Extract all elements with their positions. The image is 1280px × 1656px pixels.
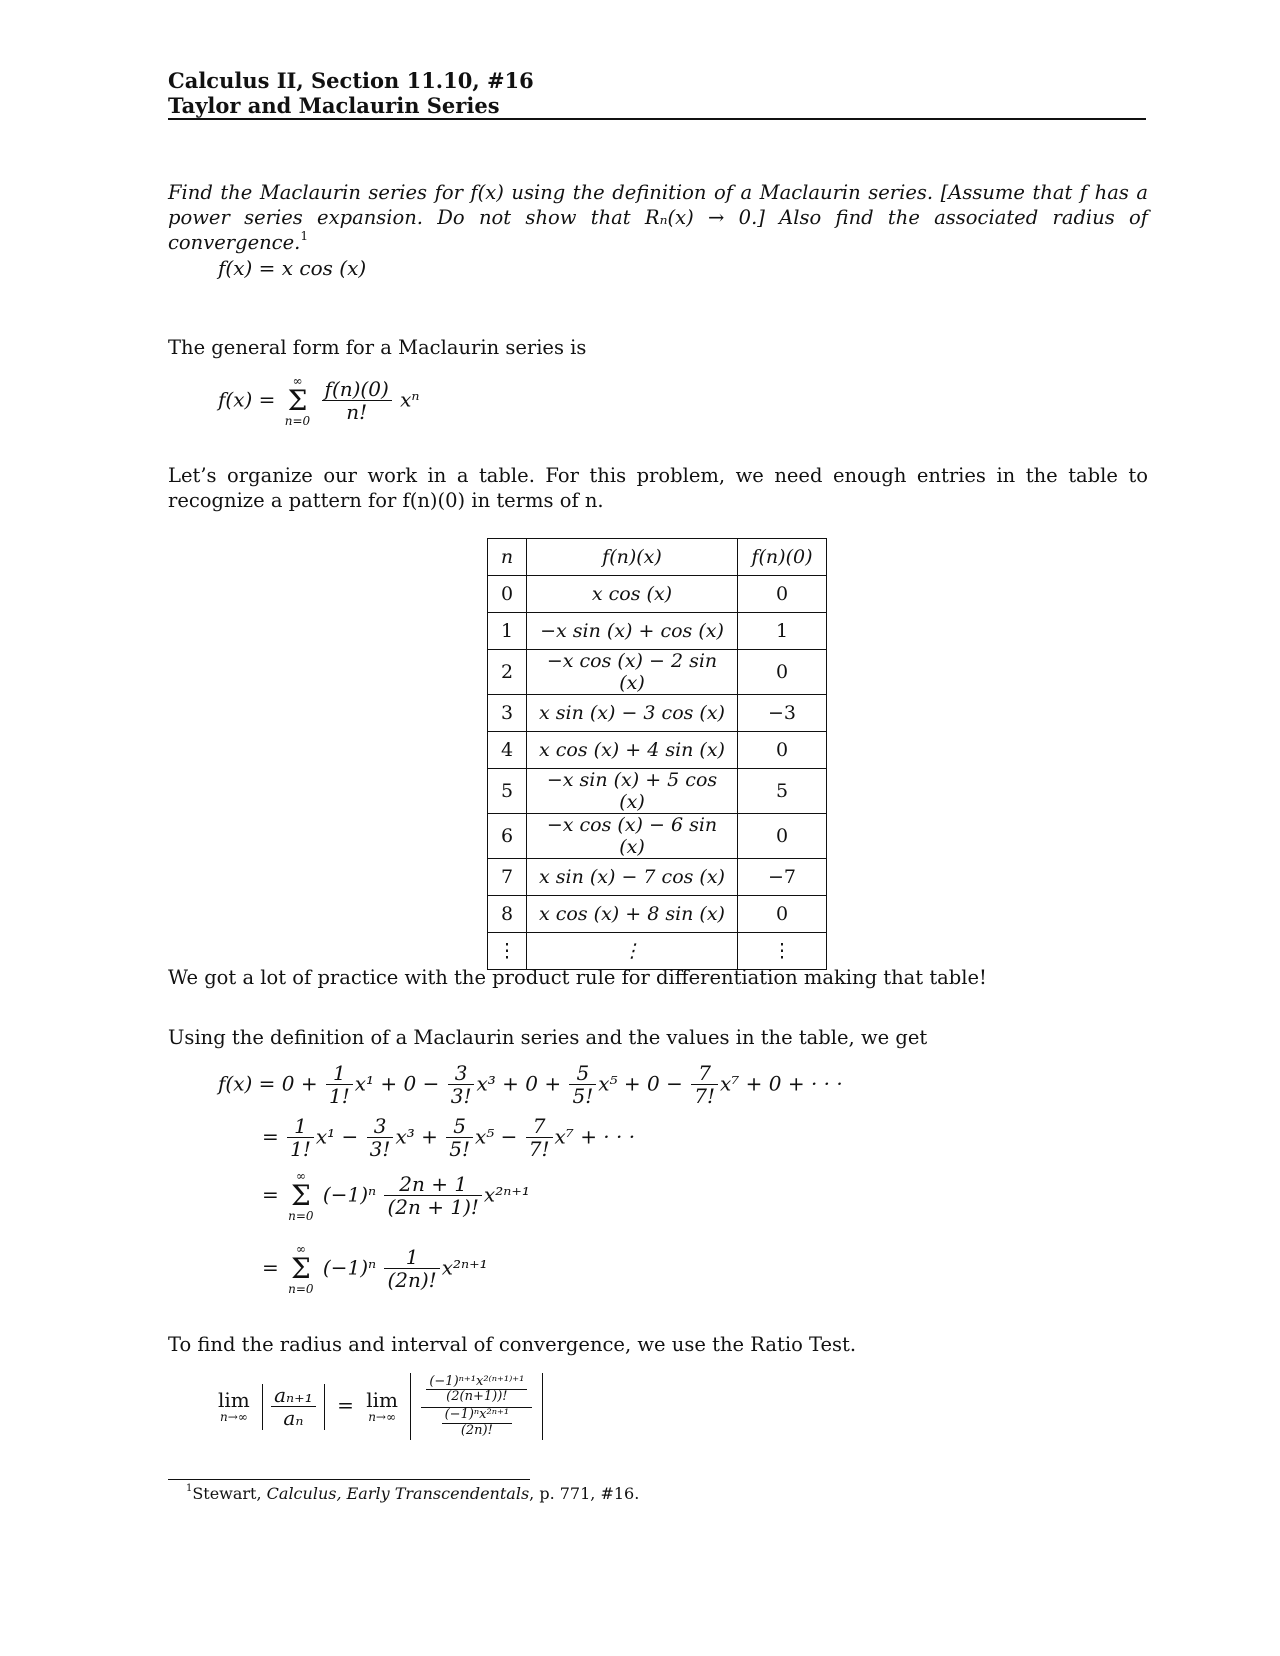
series-op1: + 0 − xyxy=(380,1071,440,1096)
row-value-at-0: ⋮ xyxy=(738,933,827,970)
row-n: 1 xyxy=(488,613,527,650)
l3-num: 2n + 1 xyxy=(384,1173,481,1196)
ratio-test-equation xyxy=(218,1373,543,1440)
row-derivative: −x cos (x) − 6 sin (x) xyxy=(527,814,738,859)
row-n: ⋮ xyxy=(488,933,527,970)
limit-right-text: lim xyxy=(366,1387,398,1412)
term7-num: 7 xyxy=(691,1062,718,1085)
term3-x: x³ xyxy=(476,1071,496,1096)
row-n: 6 xyxy=(488,814,527,859)
row-n: 0 xyxy=(488,576,527,613)
table-row xyxy=(488,896,827,933)
l4-num: 1 xyxy=(384,1246,439,1269)
footnote xyxy=(186,1484,639,1503)
series-line1-lhs: f(x) = 0 + xyxy=(218,1071,318,1096)
general-form-term: xⁿ xyxy=(400,387,420,412)
series-op3: + 0 − xyxy=(623,1071,683,1096)
table-header-row xyxy=(488,539,827,576)
l2-op1: − xyxy=(341,1124,359,1149)
footnote-ref: , p. 771, #16. xyxy=(529,1484,640,1503)
term1-num: 1 xyxy=(326,1062,353,1085)
term7-x: x⁷ xyxy=(719,1071,740,1096)
row-n: 8 xyxy=(488,896,527,933)
row-value-at-0: 0 xyxy=(738,732,827,769)
ratio-top-den: (2(n+1))! xyxy=(446,1389,508,1405)
ratio-abs-left xyxy=(262,1384,325,1430)
series-line2-eq: = xyxy=(262,1124,279,1149)
series-line-4: = ∞ Σ n=0 (−1)ⁿ $\frac{1}{(2n)!}$ x²ⁿ⁺¹ xyxy=(262,1242,488,1296)
after-table-text: We got a lot of practice with the product rule for differentiation making that table! xyxy=(168,966,987,989)
l2-term5-den: 5! xyxy=(449,1137,470,1161)
l3-sum-upper: ∞ xyxy=(295,1169,306,1183)
header-n: n xyxy=(488,539,527,576)
limit-left-text: lim xyxy=(218,1387,250,1412)
row-value-at-0: 0 xyxy=(738,896,827,933)
page-header xyxy=(168,68,1146,118)
footnote-rule xyxy=(168,1479,530,1480)
term5-den: 5! xyxy=(572,1084,594,1108)
ratio-a-num: aₙ₊₁ xyxy=(271,1384,316,1407)
table-row xyxy=(488,732,827,769)
ratio-eq: = xyxy=(337,1393,354,1418)
row-n: 5 xyxy=(488,769,527,814)
row-derivative: −x sin (x) + 5 cos (x) xyxy=(527,769,738,814)
table-row xyxy=(488,613,827,650)
header-topic-title: Taylor and Maclaurin Series xyxy=(168,93,500,118)
l2-tail: + · · · xyxy=(580,1124,636,1149)
series-line4-eq: = xyxy=(262,1255,279,1280)
row-value-at-0: 0 xyxy=(738,814,827,859)
term5-num: 5 xyxy=(569,1062,596,1085)
l4-x: x²ⁿ⁺¹ xyxy=(441,1255,488,1280)
l2-term7-x: x⁷ xyxy=(554,1124,574,1149)
footnote-title: Calculus, Early Transcendentals xyxy=(266,1484,530,1503)
table-row xyxy=(488,650,827,695)
fraction-numerator: f(n)(0) xyxy=(322,378,392,401)
derivatives-table-body xyxy=(488,539,827,970)
table-row xyxy=(488,933,827,970)
limit-right xyxy=(366,1387,398,1424)
function-definition: f(x) = x cos (x) xyxy=(218,256,367,280)
series-line-3: = ∞ Σ n=0 (−1)ⁿ $\frac{2n + 1}{(2n + 1)!}$ x²ⁿ⁺¹ xyxy=(262,1169,530,1223)
sum-lower-limit: n=0 xyxy=(284,414,311,428)
l2-term3-x: x³ xyxy=(395,1124,415,1149)
l2-term3-num: 3 xyxy=(367,1115,394,1138)
ratio-abs-right xyxy=(410,1373,543,1440)
series-line1-tail: + 0 + · · · xyxy=(745,1071,843,1096)
limit-left-sub: n→∞ xyxy=(219,1409,248,1424)
table-intro-text: Let’s organize our work in a table. For this problem, we need enough entries in the table to recognize a pattern for f(n)(0) in terms of n. xyxy=(168,464,1148,512)
table-row xyxy=(488,769,827,814)
l2-term7-num: 7 xyxy=(526,1115,553,1138)
series-line-1 xyxy=(218,1062,843,1108)
row-derivative: x cos (x) xyxy=(527,576,738,613)
row-n: 7 xyxy=(488,859,527,896)
term3-num: 3 xyxy=(448,1062,475,1085)
row-value-at-0: −3 xyxy=(738,695,827,732)
fraction-denominator: n! xyxy=(346,400,368,424)
l4-sum-upper: ∞ xyxy=(295,1242,306,1256)
problem-statement xyxy=(168,180,1148,255)
l2-term1-x: x¹ xyxy=(315,1124,336,1149)
l3-sign: (−1)ⁿ xyxy=(322,1182,377,1207)
l3-x: x²ⁿ⁺¹ xyxy=(483,1182,530,1207)
row-derivative: x sin (x) − 3 cos (x) xyxy=(527,695,738,732)
limit-left xyxy=(218,1387,250,1424)
footnote-marker: 1 xyxy=(300,228,309,243)
table-row xyxy=(488,695,827,732)
row-derivative: x sin (x) − 7 cos (x) xyxy=(527,859,738,896)
row-n: 3 xyxy=(488,695,527,732)
l2-op2: + xyxy=(421,1124,438,1149)
l4-sum-lower: n=0 xyxy=(288,1282,314,1296)
l2-term5-x: x⁵ xyxy=(474,1124,495,1149)
general-form-equation xyxy=(218,375,420,427)
l4-den: (2n)! xyxy=(387,1268,437,1292)
l3-den: (2n + 1)! xyxy=(387,1195,479,1219)
term1-den: 1! xyxy=(328,1084,350,1108)
row-derivative: ⋮ xyxy=(527,933,738,970)
term1-x: x¹ xyxy=(354,1071,375,1096)
row-derivative: −x cos (x) − 2 sin (x) xyxy=(527,650,738,695)
row-derivative: −x sin (x) + cos (x) xyxy=(527,613,738,650)
row-value-at-0: 5 xyxy=(738,769,827,814)
general-form-text: The general form for a Maclaurin series is xyxy=(168,336,587,359)
limit-right-sub: n→∞ xyxy=(368,1409,396,1424)
series-line3-eq: = xyxy=(262,1182,279,1207)
l2-term5-num: 5 xyxy=(446,1115,473,1138)
footnote-author: Stewart, xyxy=(192,1484,267,1503)
l2-op3: − xyxy=(500,1124,518,1149)
row-value-at-0: 0 xyxy=(738,576,827,613)
table-row xyxy=(488,814,827,859)
row-value-at-0: 1 xyxy=(738,613,827,650)
table-row xyxy=(488,576,827,613)
l2-term1-num: 1 xyxy=(287,1115,314,1138)
term5-x: x⁵ xyxy=(598,1071,618,1096)
header-fn-0: f(n)(0) xyxy=(738,539,827,576)
ratio-top-num: (−1)ⁿ⁺¹x²⁽ⁿ⁺¹⁾⁺¹ xyxy=(426,1375,527,1390)
term3-den: 3! xyxy=(450,1084,472,1108)
series-intro-text: Using the definition of a Maclaurin series and the values in the table, we get xyxy=(168,1026,928,1049)
ratio-a-den: aₙ xyxy=(283,1405,304,1430)
header-rule xyxy=(168,118,1146,120)
ratio-bot-num: (−1)ⁿx²ⁿ⁺¹ xyxy=(442,1408,512,1423)
row-derivative: x cos (x) + 4 sin (x) xyxy=(527,732,738,769)
l2-term1-den: 1! xyxy=(290,1137,311,1161)
sum-upper-limit: ∞ xyxy=(292,374,303,388)
l2-term7-den: 7! xyxy=(528,1137,550,1161)
row-n: 2 xyxy=(488,650,527,695)
l3-sum-lower: n=0 xyxy=(288,1209,314,1223)
l4-sign: (−1)ⁿ xyxy=(322,1255,377,1280)
row-derivative: x cos (x) + 8 sin (x) xyxy=(527,896,738,933)
ratio-big-fraction xyxy=(421,1375,532,1438)
ratio-bot-den: (2n)! xyxy=(460,1422,493,1438)
derivatives-table xyxy=(487,538,827,970)
row-value-at-0: −7 xyxy=(738,859,827,896)
row-value-at-0: 0 xyxy=(738,650,827,695)
series-line-2 xyxy=(262,1115,635,1161)
ratio-intro-text: To find the radius and interval of convergence, we use the Ratio Test. xyxy=(168,1333,857,1356)
l2-term3-den: 3! xyxy=(369,1137,391,1161)
general-form-lhs: f(x) = xyxy=(218,387,276,412)
footnote-mark: 1 xyxy=(186,1483,193,1495)
summation-symbol: ∞ Σ n=0 xyxy=(284,374,311,428)
problem-text: Find the Maclaurin series for f(x) using the definition of a Maclaurin series. [Assume that f has a power series expansion. Do not show that Rₙ(x) → 0.] Also find the associated radius of convergence. xyxy=(168,181,1148,254)
series-op2: + 0 + xyxy=(502,1071,562,1096)
term7-den: 7! xyxy=(694,1084,715,1108)
table-row xyxy=(488,859,827,896)
row-n: 4 xyxy=(488,732,527,769)
header-course-title: Calculus II, Section 11.10, #16 xyxy=(168,68,534,93)
general-form-fraction xyxy=(322,378,392,424)
header-fn-x: f(n)(x) xyxy=(527,539,738,576)
